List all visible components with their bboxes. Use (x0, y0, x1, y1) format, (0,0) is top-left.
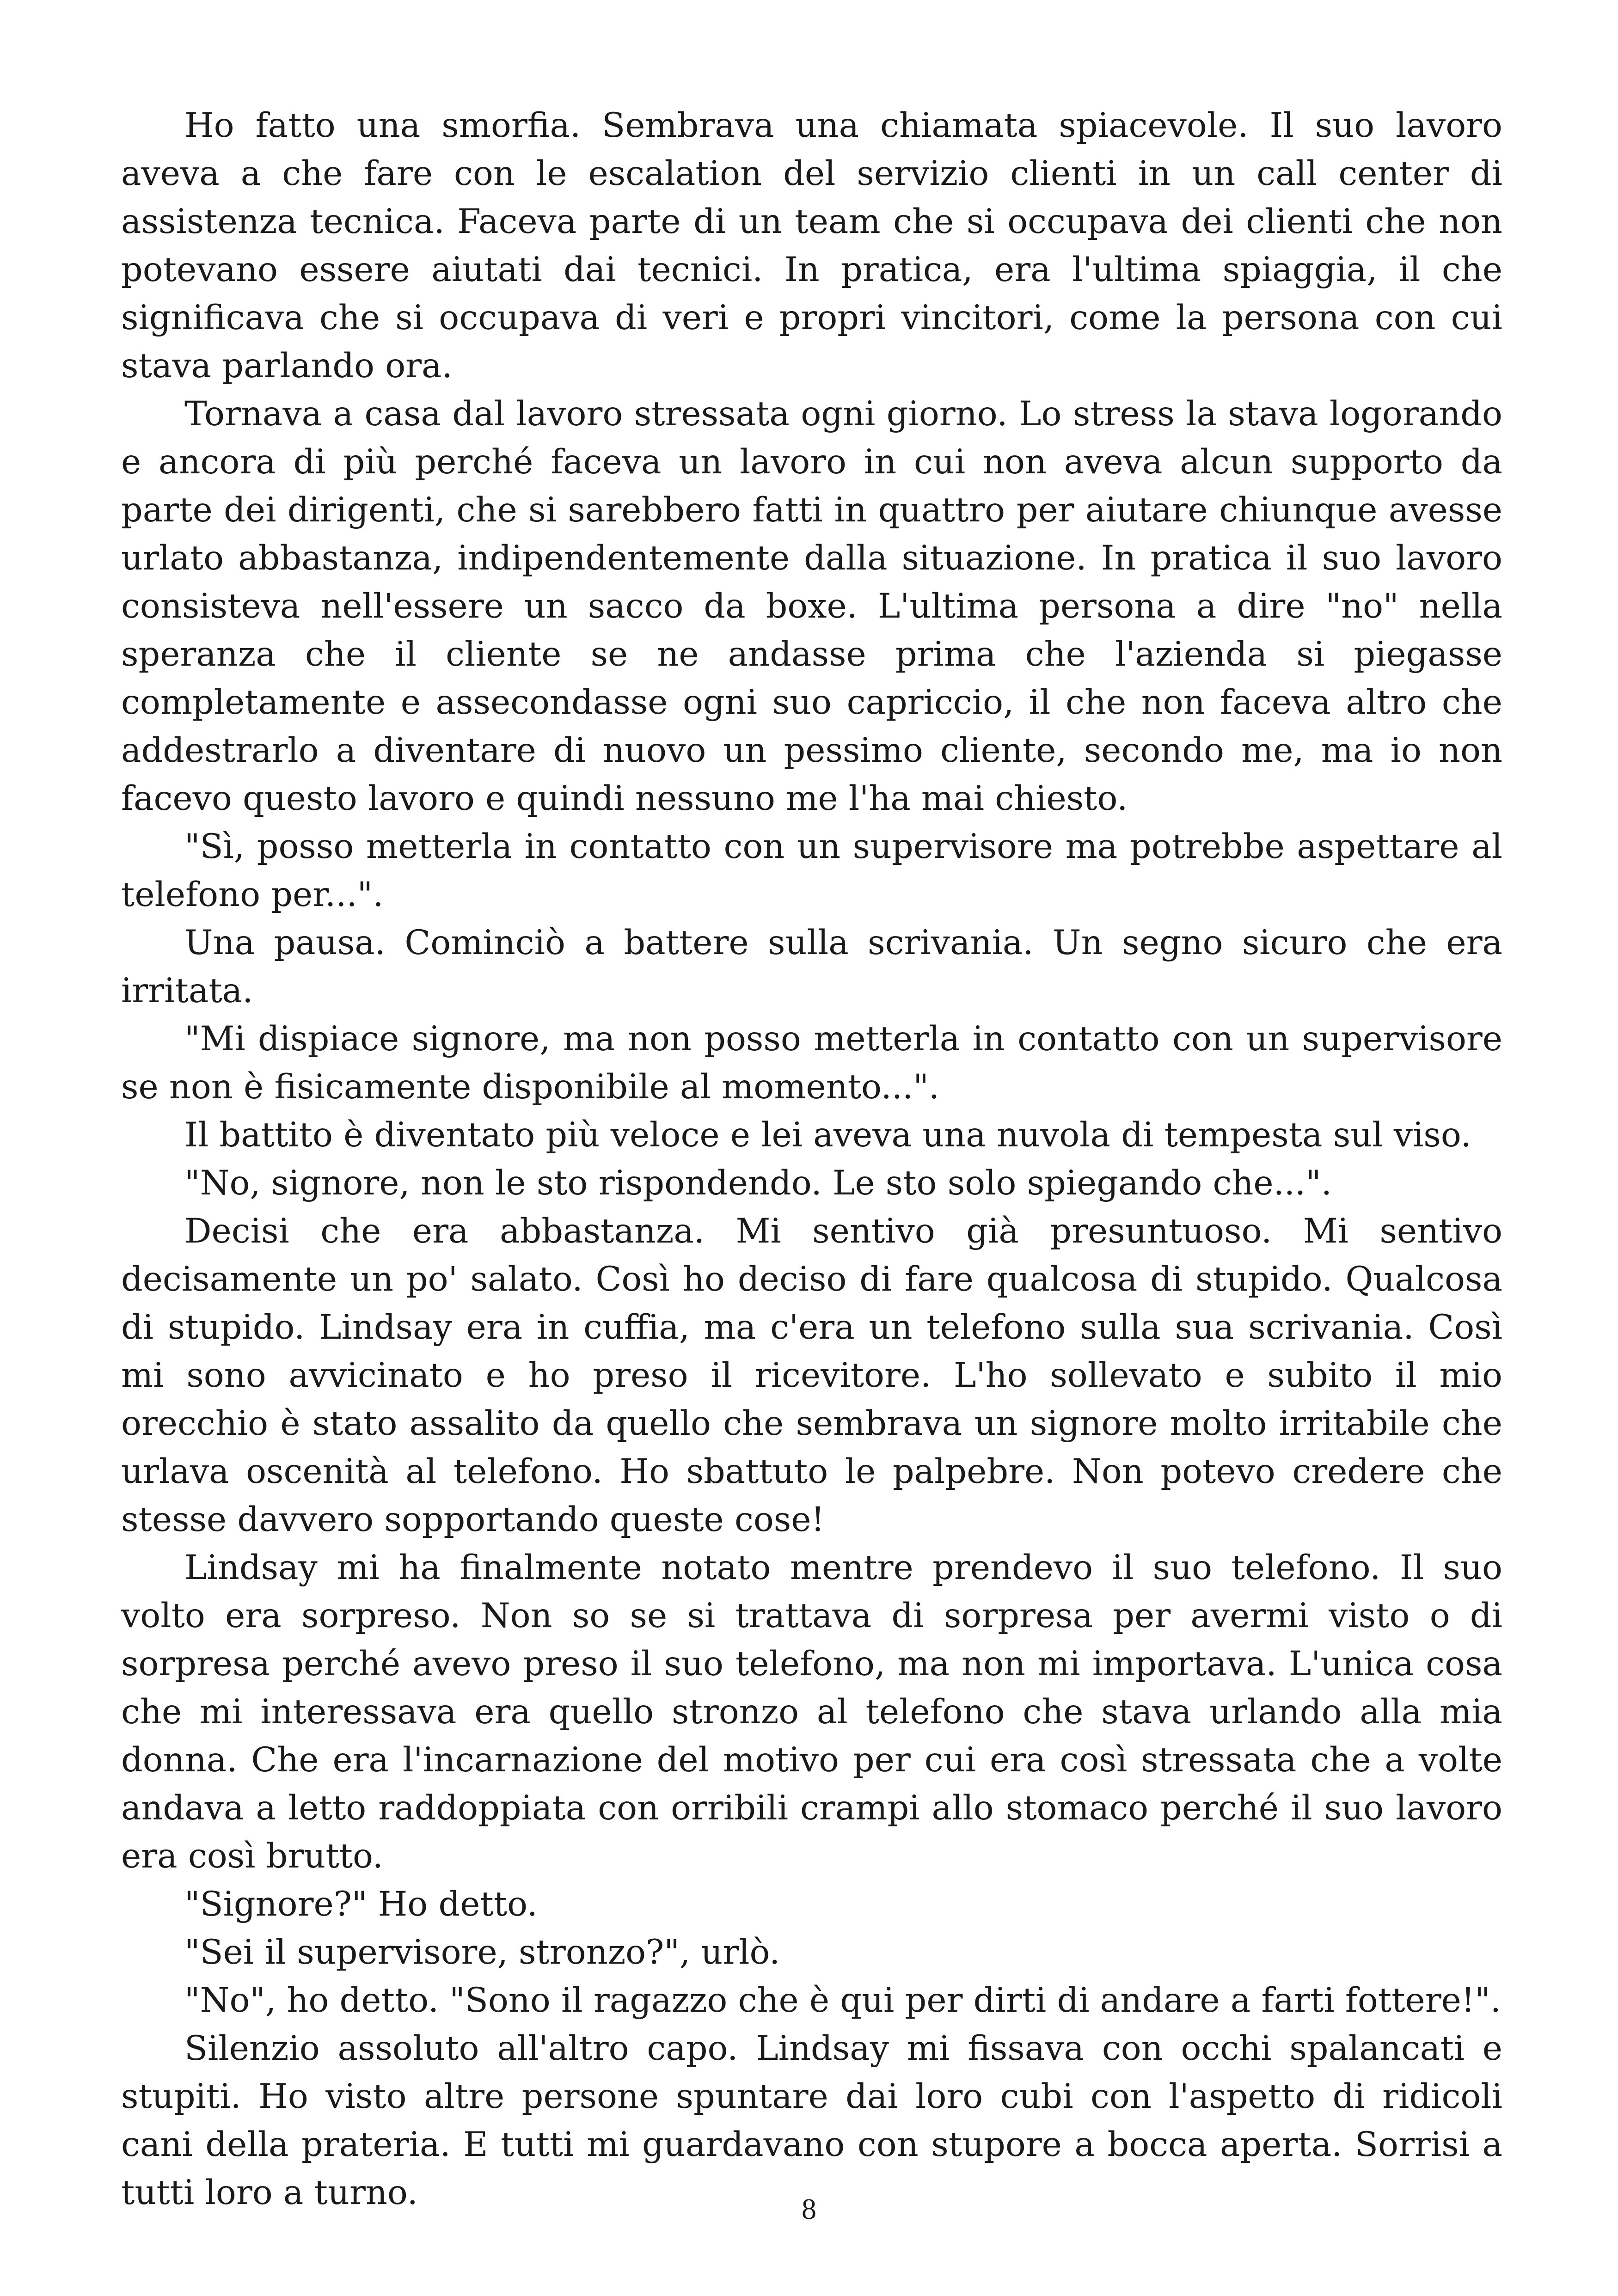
paragraph: Una pausa. Cominciò a battere sulla scrivania. Un segno sicuro che era irritata. (121, 923, 1502, 1010)
paragraph: Silenzio assoluto all'altro capo. Lindsay mi fissava con occhi spalancati e stupiti. Ho visto altre persone spuntare dai loro cubi con l'aspetto di ridicoli cani della prateria. E tutti mi guardavano con stupore a bocca aperta. Sorrisi a tutti loro a turno. (121, 2029, 1502, 2212)
paragraph: "No, signore, non le sto rispondendo. Le sto solo spiegando che...". (184, 1163, 1332, 1203)
paragraph: "Mi dispiace signore, ma non posso metterla in contatto con un supervisore se non è fisicamente disponibile al momento...". (121, 1019, 1502, 1107)
paragraph: "Sì, posso metterla in contatto con un supervisore ma potrebbe aspettare al telefono per...". (121, 827, 1502, 914)
paragraph: Lindsay mi ha finalmente notato mentre prendevo il suo telefono. Il suo volto era sorpreso. Non so se si trattava di sorpresa per avermi visto o di sorpresa perché avevo preso il suo telefono, ma non mi importava. L'unica cosa che mi interessava era quello stronzo al telefono che stava urlando alla mia donna. Che era l'incarnazione del motivo per cui era così stressata che a volte andava a letto raddoppiata con orribili crampi allo stomaco perché il suo lavoro era così brutto. (121, 1548, 1502, 1876)
paragraph: Tornava a casa dal lavoro stressata ogni giorno. Lo stress la stava logorando e ancora di più perché faceva un lavoro in cui non aveva alcun supporto da parte dei dirigenti, che si sarebbero fatti in quattro per aiutare chiunque avesse urlato abbastanza, indipendentemente dalla situazione. In pratica il suo lavoro consisteva nell'essere un sacco da boxe. L'ultima persona a dire "no" nella speranza che il cliente se ne andasse prima che l'azienda si piegasse completamente e assecondasse ogni suo capriccio, il che non faceva altro che addestrarlo a diventare di nuovo un pessimo cliente, secondo me, ma io non facevo questo lavoro e quindi nessuno me l'ha mai chiesto. (121, 394, 1502, 818)
paragraph: "No", ho detto. "Sono il ragazzo che è qui per dirti di andare a farti fottere!". (184, 1981, 1501, 2020)
paragraph: "Signore?" Ho detto. (184, 1885, 538, 1924)
page-body (121, 102, 1502, 2217)
paragraph: Decisi che era abbastanza. Mi sentivo già presuntuoso. Mi sentivo decisamente un po' salato. Così ho deciso di fare qualcosa di stupido. Qualcosa di stupido. Lindsay era in cuffia, ma c'era un telefono sulla sua scrivania. Così mi sono avvicinato e ho preso il ricevitore. L'ho sollevato e subito il mio orecchio è stato assalito da quello che sembrava un signore molto irritabile che urlava oscenità al telefono. Ho sbattuto le palpebre. Non potevo credere che stesse davvero sopportando queste cose! (121, 1212, 1502, 1539)
page-number: 8 (802, 2192, 816, 2225)
paragraph: Ho fatto una smorfia. Sembrava una chiamata spiacevole. Il suo lavoro aveva a che fare con le escalation del servizio clienti in un call center di assistenza tecnica. Faceva parte di un team che si occupava dei clienti che non potevano essere aiutati dai tecnici. In pratica, era l'ultima spiaggia, il che significava che si occupava di veri e propri vincitori, come la persona con cui stava parlando ora. (121, 106, 1502, 386)
paragraph: Il battito è diventato più veloce e lei aveva una nuvola di tempesta sul viso. (184, 1115, 1471, 1155)
paragraph: "Sei il supervisore, stronzo?", urlò. (184, 1933, 780, 1972)
